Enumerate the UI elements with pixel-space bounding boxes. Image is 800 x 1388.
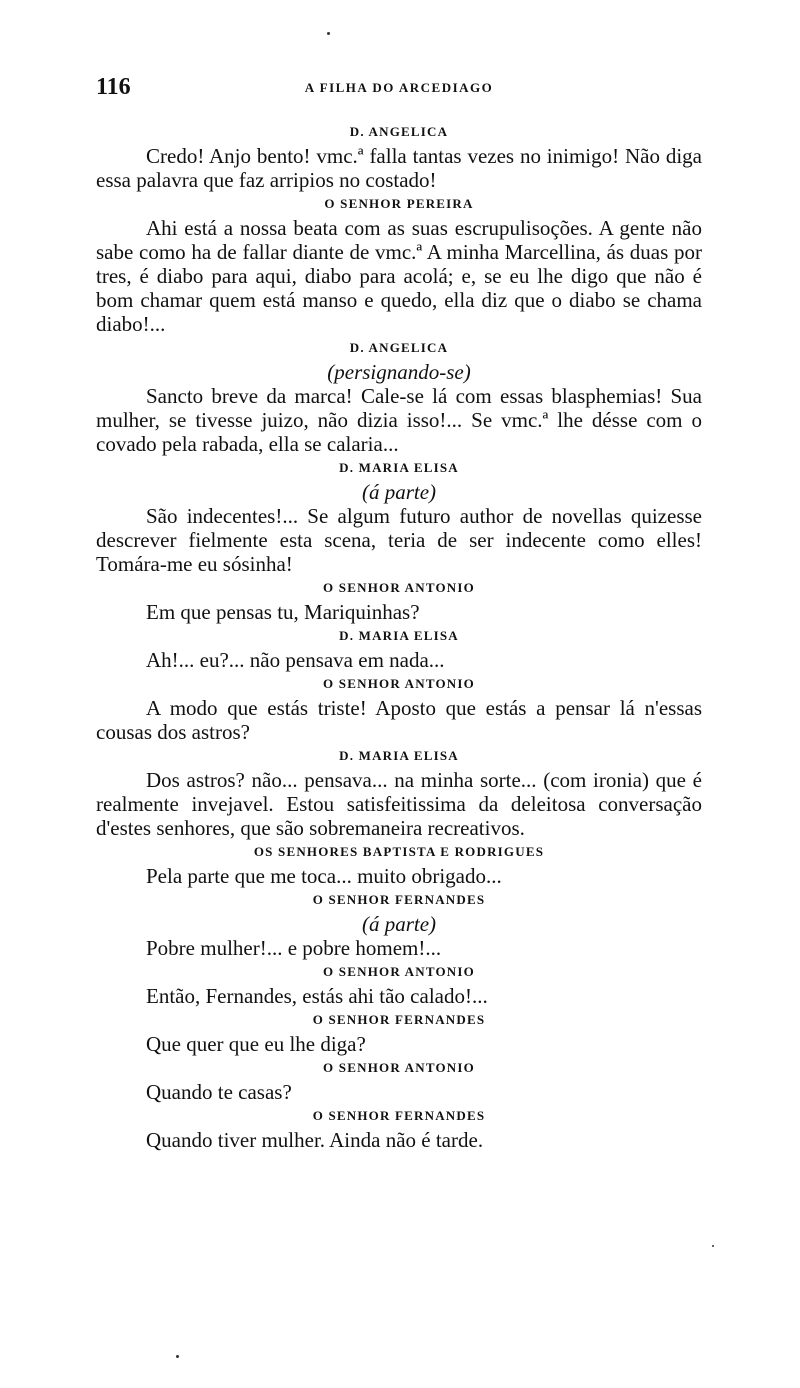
dialogue-text: Em que pensas tu, Mariquinhas? [146, 600, 420, 624]
ink-speck [176, 1355, 179, 1358]
dialogue-text: Sancto breve da marca! Cale-se lá com essas blasphemias! Sua mulher, se tivesse juizo, não dizia isso!... Se vmc.ª lhe désse com o covado pela rabada, ella se calaria... [96, 384, 702, 456]
speaker-name: O SENHOR ANTONIO [323, 1060, 475, 1075]
dialogue-text: Dos astros? não... pensava... na minha sorte... (com ironia) que é realmente invejavel. Estou satisfeitissima da deleitosa conversação d'estes senhores, que são sobremaneira recreativos. [96, 768, 702, 840]
page-header [96, 74, 702, 102]
dialogue-text: A modo que estás triste! Aposto que estás a pensar lá n'essas cousas dos astros? [96, 696, 702, 744]
dialogue-text: Quando te casas? [146, 1080, 292, 1104]
dialogue-text: Quando tiver mulher. Ainda não é tarde. [146, 1128, 484, 1152]
speaker-name: D. MARIA ELISA [339, 748, 459, 763]
speaker-name: O SENHOR FERNANDES [312, 892, 486, 907]
speaker-name: O SENHOR FERNANDES [312, 1012, 486, 1027]
stage-direction: (á parte) [361, 912, 437, 936]
page-number: 116 [96, 74, 131, 100]
speaker-name: D. ANGELICA [349, 124, 449, 139]
running-title: A FILHA DO ARCEDIAGO [304, 80, 494, 95]
speaker-name: OS SENHORES BAPTISTA E RODRIGUES [253, 844, 545, 859]
dialogue-text: Pobre mulher!... e pobre homem!... [146, 936, 442, 960]
speaker-name: O SENHOR FERNANDES [312, 1108, 486, 1123]
speaker-name: D. MARIA ELISA [339, 628, 459, 643]
dialogue-text: Credo! Anjo bento! vmc.ª falla tantas vezes no inimigo! Não diga essa palavra que faz arripios no costado! [96, 144, 702, 192]
dialogue-body [96, 120, 702, 1152]
speaker-name: D. ANGELICA [349, 340, 449, 355]
dialogue-text: Ahi está a nossa beata com as suas escrupulisoções. A gente não sabe como ha de fallar diante de vmc.ª A minha Marcellina, ás duas por tres, é diabo para aqui, diabo para acolá; e, se eu lhe digo que não é bom chamar quem está manso e quedo, ella diz que o diabo se chama diabo!... [96, 216, 702, 336]
speaker-name: O SENHOR PEREIRA [324, 196, 474, 211]
ink-speck [327, 32, 330, 35]
speaker-name: O SENHOR ANTONIO [323, 676, 475, 691]
dialogue-text: Pela parte que me toca... muito obrigado... [146, 864, 502, 888]
stage-direction: (á parte) [361, 480, 437, 504]
dialogue-text: Então, Fernandes, estás ahi tão calado!... [146, 984, 488, 1008]
dialogue-text: Que quer que eu lhe diga? [146, 1032, 366, 1056]
speaker-name: O SENHOR ANTONIO [323, 964, 475, 979]
ink-speck [712, 1245, 714, 1247]
speaker-name: O SENHOR ANTONIO [323, 580, 475, 595]
speaker-name: D. MARIA ELISA [339, 460, 459, 475]
dialogue-text: São indecentes!... Se algum futuro author de novellas quizesse descrever fielmente esta scena, teria de ser indecente como elles! Tomára-me eu sósinha! [96, 504, 702, 576]
stage-direction: (persignando-se) [327, 360, 471, 384]
dialogue-text: Ah!... eu?... não pensava em nada... [146, 648, 445, 672]
